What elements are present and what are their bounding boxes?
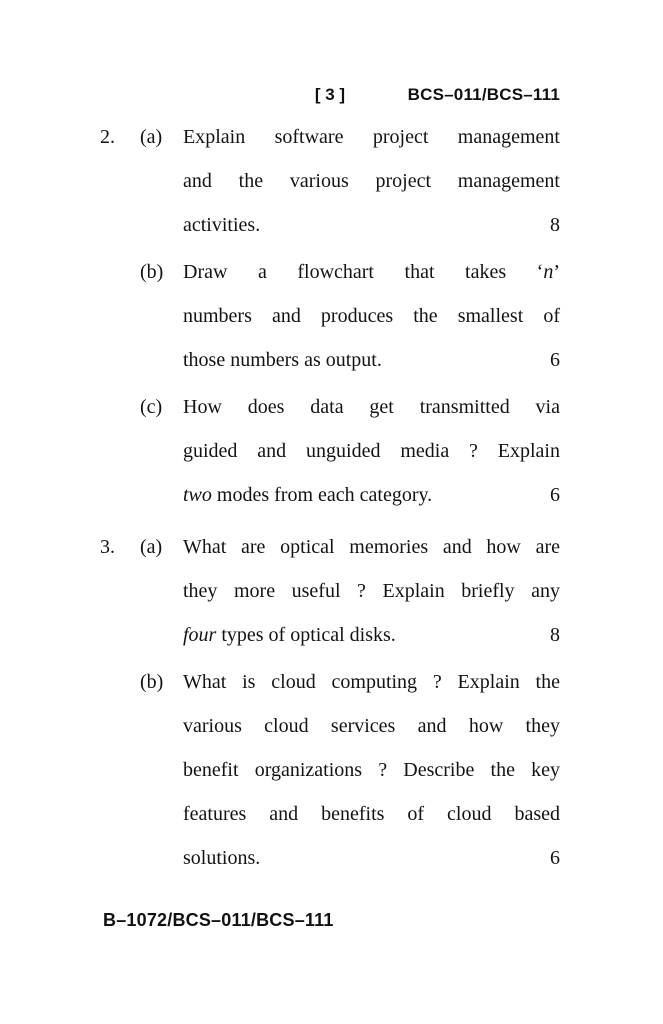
part-label: (a) [140,536,163,558]
question-2 [100,115,560,517]
text-line: two modes from each category. [183,484,433,506]
part-text [183,115,560,247]
part-text [183,385,560,517]
part-text [183,660,560,880]
part-label: (c) [140,396,163,418]
question-number-spacer [100,660,140,880]
marks-value: 6 [550,847,560,869]
marks-value: 6 [550,349,560,371]
part-text [183,525,560,657]
text-line: What are optical memories and how are [183,536,560,558]
text-line: numbers and produces the smallest of [183,305,560,327]
page-header [100,85,560,105]
page-number: [ 3 ] [314,85,346,104]
marks-value: 8 [550,214,560,236]
question-number: 2. [100,126,115,148]
text-line-last [183,613,560,657]
question-part-2b [100,250,560,382]
part-text [183,250,560,382]
marks-value: 8 [550,624,560,646]
question-3 [100,525,560,880]
question-part-3b [100,660,560,880]
text-line: and the various project management [183,170,560,192]
paper-code: BCS–011/BCS–111 [407,85,560,104]
marks-value: 6 [550,484,560,506]
text-line: What is cloud computing ? Explain the [183,671,560,693]
text-line: they more useful ? Explain briefly any [183,580,560,602]
page-footer [103,908,334,932]
booklet-code: B–1072/BCS–011/BCS–111 [103,910,334,930]
question-part-2a [100,115,560,247]
text-line-last [183,473,560,517]
question-number-spacer [100,385,140,517]
text-line: guided and unguided media ? Explain [183,440,560,462]
text-line: various cloud services and how they [183,715,560,737]
question-part-3a [100,525,560,657]
text-line: four types of optical disks. [183,624,396,646]
question-number: 3. [100,536,115,558]
text-line: Explain software project management [183,126,560,148]
text-line: those numbers as output. [183,349,382,371]
text-line-last [183,338,560,382]
questions-area [100,115,560,888]
part-label: (b) [140,671,164,693]
question-part-2c [100,385,560,517]
text-line-last [183,203,560,247]
text-line: Draw a flowchart that takes ‘n’ [183,261,560,283]
text-line: How does data get transmitted via [183,396,560,418]
text-line: benefit organizations ? Describe the key [183,759,560,781]
text-line: activities. [183,214,261,236]
text-line: features and benefits of cloud based [183,803,560,825]
text-line-last [183,836,560,880]
part-label: (b) [140,261,164,283]
part-label: (a) [140,126,163,148]
text-line: solutions. [183,847,261,869]
question-number-spacer [100,250,140,382]
